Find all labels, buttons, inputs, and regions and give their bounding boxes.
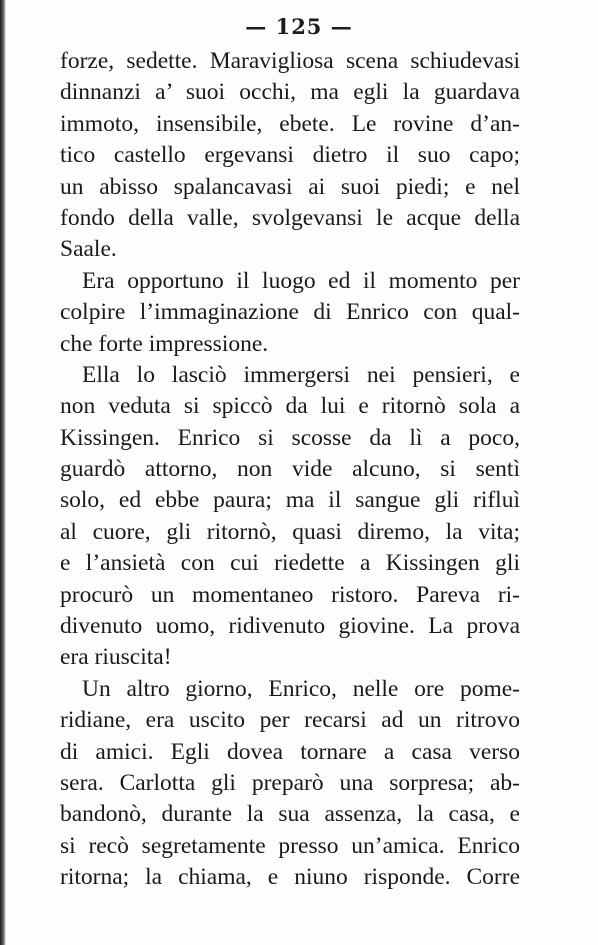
text-line: Un altro giorno, Enrico, nelle ore pome- bbox=[82, 675, 520, 702]
text-line: ridiane, era uscito per recarsi ad un ritrovo bbox=[60, 707, 520, 734]
text-line: fondo della valle, svolgevansi le acque della bbox=[60, 204, 520, 231]
text-line: solo, ed ebbe paura; ma il sangue gli rifluì bbox=[60, 487, 520, 514]
text-line: dinnanzi a’ suoi occhi, ma egli la guardava bbox=[60, 79, 520, 106]
text-line: immoto, insensibile, ebete. Le rovine d’an- bbox=[60, 110, 520, 137]
text-line: era riuscita! bbox=[60, 644, 172, 671]
text-line: bandonò, durante la sua assenza, la casa, e bbox=[60, 801, 520, 828]
text-line: e l’ansietà con cui riedette a Kissingen gli bbox=[60, 550, 520, 577]
text-line: che forte impressione. bbox=[60, 330, 269, 357]
text-line: ritorna; la chiama, e niuno risponde. Corre bbox=[60, 864, 520, 891]
text-line: al cuore, gli ritornò, quasi diremo, la vita; bbox=[60, 518, 520, 545]
page-number: — 125 — bbox=[245, 14, 353, 39]
text-line: procurò un momentaneo ristoro. Pareva ri- bbox=[60, 581, 520, 608]
text-line: Era opportuno il luogo ed il momento per bbox=[82, 267, 520, 294]
text-line: Ella lo lasciò immergersi nei pensieri, e bbox=[82, 361, 520, 388]
text-line: sera. Carlotta gli preparò una sorpresa; ab- bbox=[60, 769, 520, 796]
text-line: tico castello ergevansi dietro il suo capo; bbox=[60, 142, 520, 169]
text-line: guardò attorno, non vide alcuno, si sentì bbox=[60, 456, 520, 483]
text-line: Saale. bbox=[60, 236, 117, 263]
body-text bbox=[60, 46, 520, 894]
text-line: un abisso spalancavasi ai suoi piedi; e nel bbox=[60, 173, 520, 200]
text-line: Kissingen. Enrico si scosse da lì a poco, bbox=[60, 424, 520, 451]
page-binding-edge bbox=[0, 0, 6, 945]
text-line: si recò segretamente presso un’amica. Enrico bbox=[60, 832, 520, 859]
text-line: forze, sedette. Maravigliosa scena schiudevasi bbox=[60, 48, 520, 74]
text-line: colpire l’immaginazione di Enrico con qual- bbox=[60, 299, 520, 326]
text-line: non veduta si spiccò da lui e ritornò sola a bbox=[60, 393, 520, 420]
text-line: divenuto uomo, ridivenuto giovine. La prova bbox=[60, 613, 520, 640]
text-line: di amici. Egli dovea tornare a casa verso bbox=[60, 738, 520, 765]
